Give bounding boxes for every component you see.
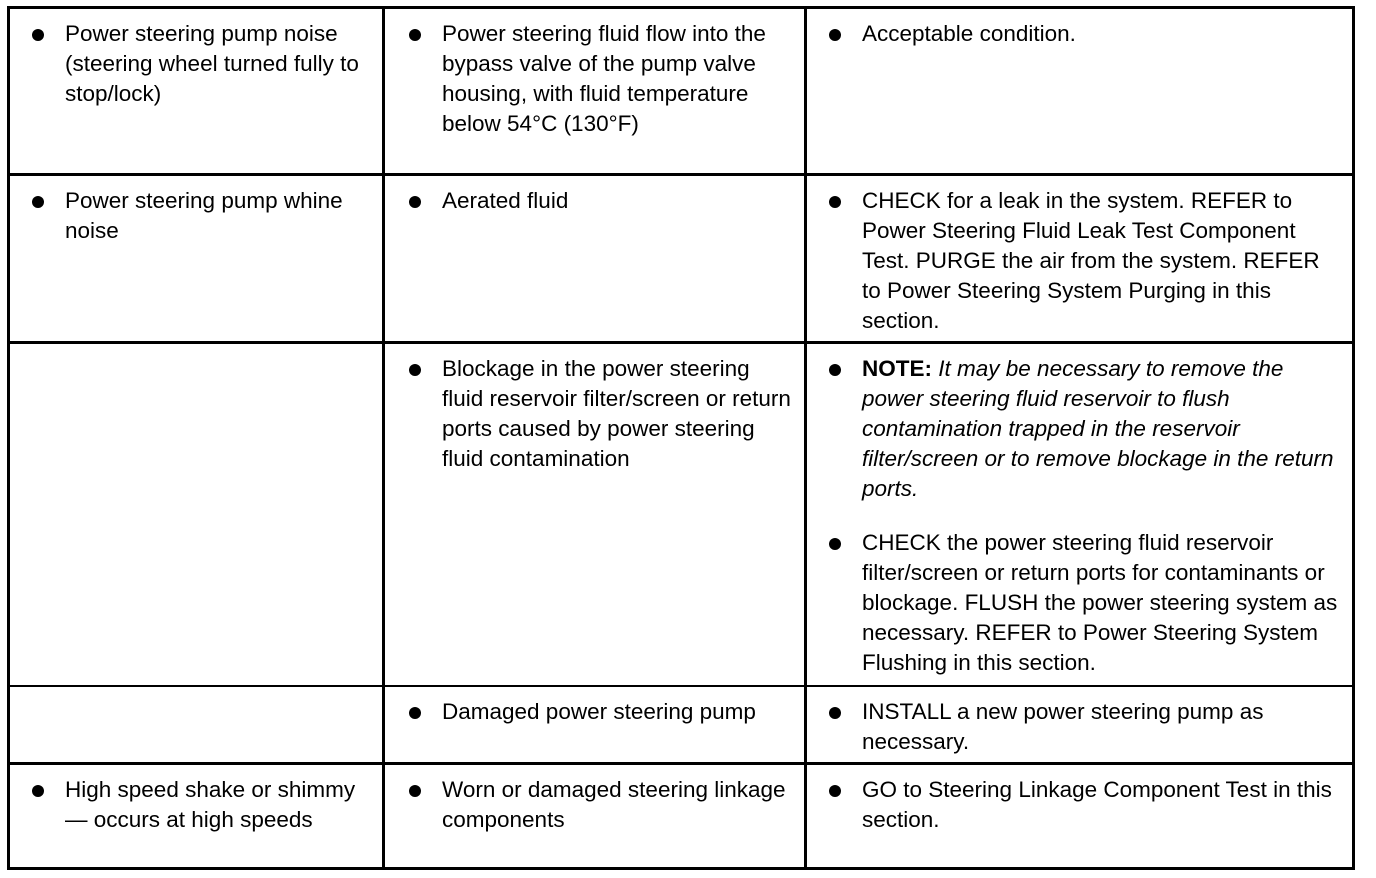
cause-text: Power steering fluid flow into the bypass valve of the pump valve housing, with fluid temperature below 54°C (130°F) [442, 21, 766, 136]
symptom-item [10, 775, 382, 835]
cause-item [385, 186, 804, 216]
cause-item [385, 775, 804, 835]
action-text: Acceptable condition. [862, 21, 1076, 46]
symptom-item [10, 19, 382, 109]
action-text: GO to Steering Linkage Component Test in this section. [862, 777, 1332, 832]
diagnosis-table [7, 6, 1355, 870]
symptom-cell [10, 176, 382, 341]
cause-text: Aerated fluid [442, 188, 569, 213]
symptom-cell [10, 9, 382, 173]
action-cell [804, 176, 1352, 341]
cause-text: Blockage in the power steering fluid reservoir filter/screen or return ports caused by power steering fluid contamination [442, 356, 791, 471]
action-cell [804, 9, 1352, 173]
bullet-icon [829, 29, 841, 41]
cause-cell [382, 687, 804, 762]
cause-text: Damaged power steering pump [442, 699, 756, 724]
cause-text: Worn or damaged steering linkage components [442, 777, 786, 832]
symptom-text: Power steering pump noise (steering wheel turned fully to stop/lock) [65, 21, 359, 106]
note-label: NOTE: [862, 356, 932, 381]
cause-item [385, 19, 804, 139]
cause-cell [382, 344, 804, 685]
bullet-icon [32, 29, 44, 41]
symptom-item [10, 186, 382, 246]
action-text: CHECK for a leak in the system. REFER to Power Steering Fluid Leak Test Component Test. PURGE the air from the system. REFER to Power Steering System Purging in this section. [862, 188, 1320, 333]
bullet-icon [32, 785, 44, 797]
action-item [807, 775, 1352, 835]
table-row [10, 765, 1352, 867]
cause-item [385, 354, 804, 474]
table-row [10, 176, 1352, 344]
bullet-icon [829, 364, 841, 376]
bullet-icon [409, 196, 421, 208]
note-item [807, 354, 1352, 504]
table-row [10, 9, 1352, 176]
bullet-icon [409, 29, 421, 41]
action-item [807, 186, 1352, 336]
action-text: INSTALL a new power steering pump as necessary. [862, 699, 1264, 754]
bullet-icon [409, 707, 421, 719]
cause-cell [382, 765, 804, 867]
cause-item [385, 697, 804, 727]
bullet-icon [409, 364, 421, 376]
bullet-icon [829, 785, 841, 797]
cause-cell [382, 176, 804, 341]
symptom-cell [10, 687, 382, 762]
action-item [807, 528, 1352, 678]
bullet-icon [829, 538, 841, 550]
bullet-icon [32, 196, 44, 208]
action-item [807, 19, 1352, 49]
table-row [10, 344, 1352, 687]
symptom-cell [10, 765, 382, 867]
bullet-icon [409, 785, 421, 797]
action-text: CHECK the power steering fluid reservoir filter/screen or return ports for contaminants or blockage. FLUSH the power steering system as necessary. REFER to Power Steering System Flushing in this section. [862, 530, 1338, 675]
table-row [10, 687, 1352, 765]
action-cell [804, 344, 1352, 685]
action-cell [804, 687, 1352, 762]
cause-cell [382, 9, 804, 173]
symptom-cell [10, 344, 382, 685]
action-cell [804, 765, 1352, 867]
bullet-icon [829, 196, 841, 208]
action-item [807, 697, 1352, 757]
symptom-text: High speed shake or shimmy— occurs at high speeds [65, 777, 356, 832]
note-text: It may be necessary to remove the power steering fluid reservoir to flush contamination trapped in the reservoir filter/screen or to remove blockage in the return ports. [862, 356, 1334, 501]
bullet-icon [829, 707, 841, 719]
symptom-text: Power steering pump whine noise [65, 188, 343, 243]
